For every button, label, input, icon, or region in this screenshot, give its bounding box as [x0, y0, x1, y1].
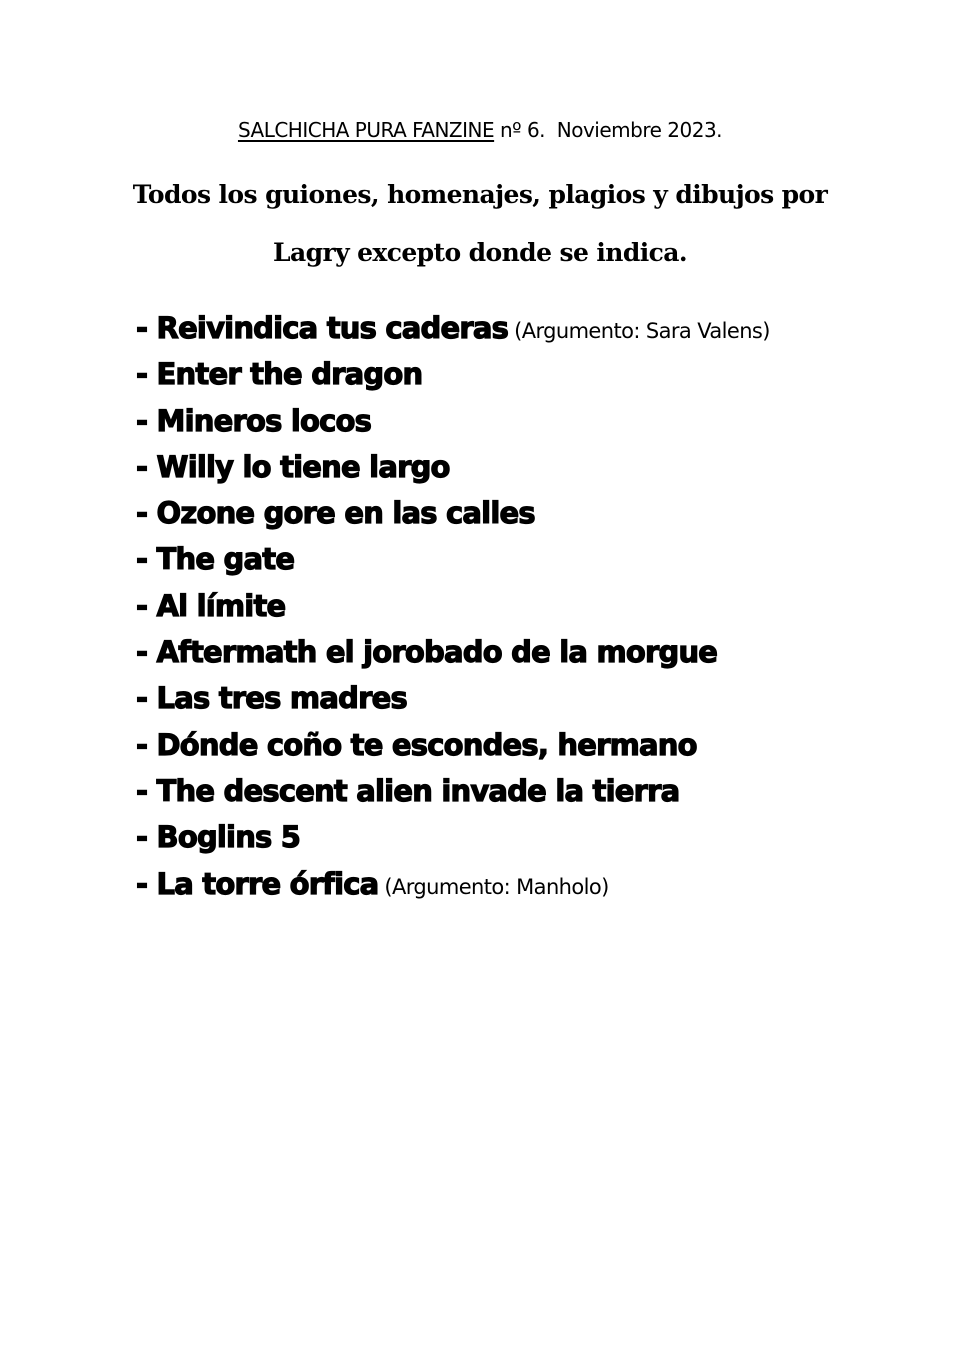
list-item — [136, 583, 936, 629]
list-item — [136, 536, 936, 582]
credits-statement — [0, 166, 960, 282]
list-item — [136, 814, 936, 860]
story-title: - Enter the dragon — [136, 357, 423, 392]
list-item — [136, 351, 936, 397]
credits-line-2: Lagry excepto donde se indica. — [273, 238, 687, 267]
story-credit-note: (Argumento: Sara Valens) — [514, 319, 770, 343]
story-title: - The descent alien invade la tierra — [136, 773, 680, 808]
issue-date: Noviembre 2023. — [556, 118, 723, 142]
list-item — [136, 629, 936, 675]
issue-number: nº 6. — [499, 118, 546, 142]
contents-list — [136, 305, 936, 907]
credits-line-1: Todos los guiones, homenajes, plagios y dibujos por — [132, 180, 828, 209]
story-title: - La torre órfica — [136, 866, 379, 901]
story-title: - Dónde coño te escondes, hermano — [136, 727, 697, 762]
story-title: - Ozone gore en las calles — [136, 496, 535, 531]
list-item — [136, 722, 936, 768]
story-title: - Reivindica tus caderas — [136, 311, 509, 345]
story-title: - Al límite — [136, 588, 286, 623]
story-title: - Boglins 5 — [136, 820, 301, 855]
list-item — [136, 675, 936, 721]
list-item — [136, 305, 936, 351]
list-item — [136, 861, 936, 907]
list-item — [136, 768, 936, 814]
issue-header — [0, 118, 960, 142]
story-title: - Willy lo tiene largo — [136, 449, 450, 484]
magazine-name: SALCHICHA PURA FANZINE — [237, 118, 495, 142]
story-title: - The gate — [136, 542, 295, 577]
story-credit-note: (Argumento: Manholo) — [384, 874, 609, 899]
list-item — [136, 444, 936, 490]
story-title: - Aftermath el jorobado de la morgue — [136, 635, 718, 670]
story-title: - Las tres madres — [136, 681, 407, 716]
story-title: - Mineros locos — [136, 403, 372, 438]
list-item — [136, 490, 936, 536]
list-item — [136, 398, 936, 444]
